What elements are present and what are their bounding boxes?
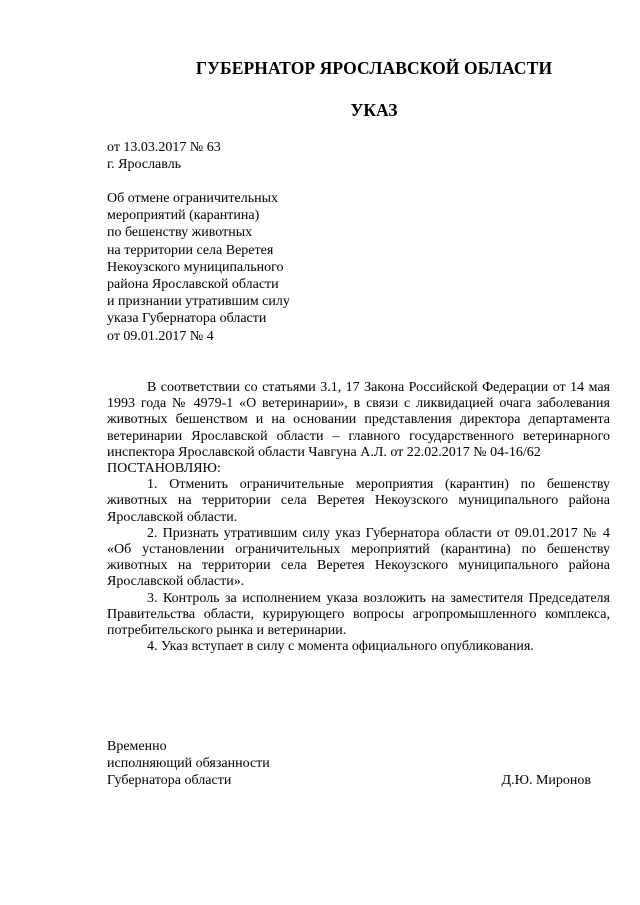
subject-line: указа Губернатора области [107,311,267,327]
clause-2: 2. Признать утратившим силу указ Губернатора области от 09.01.2017 № 4 «Об установлении ограничительных мероприятий (карантина) по бешенству животных на территории села Веретея Некоузского муниципального района Ярославской области». [107,525,610,590]
city: г. Ярославль [107,157,182,172]
subject-line: по бешенству животных [107,225,253,241]
signer-position-line1: Временно [107,739,167,754]
resolve-heading: ПОСТАНОВЛЯЮ: [107,461,221,477]
subject-line: на территории села Веретея [107,242,274,258]
subject-line: района Ярославской области [107,277,279,293]
subject-line: Об отмене ограничительных [107,191,279,206]
clause-4: 4. Указ вступает в силу с момента официального опубликования. [147,639,534,655]
document-subject [107,190,290,345]
issuer-title: ГУБЕРНАТОР ЯРОСЛАВСКОЙ ОБЛАСТИ [195,58,553,78]
clause-3: 3. Контроль за исполнением указа возложить на заместителя Председателя Правительства области, курирующего вопросы агропромышленного комплекса, потребительского рынка и ветеринарии. [107,590,610,639]
signer-position-line2: исполняющий обязанности [107,756,270,771]
signature-block [107,738,591,789]
signer-position-line3: Губернатора области [107,773,232,788]
signer-name: Д.Ю. Миронов [501,773,591,788]
subject-line: Некоузского муниципального [107,259,284,275]
clause-1: 1. Отменить ограничительные мероприятия (карантин) по бешенству животных на территории села Веретея Некоузского муниципального района Ярославской области. [107,477,610,525]
subject-line: и признании утратившим силу [107,294,290,310]
document-type: УКАЗ [350,100,398,120]
subject-line: мероприятий (карантина) [107,208,260,224]
date-number: от 13.03.2017 № 63 [107,140,221,155]
document-body [107,380,610,655]
subject-line: от 09.01.2017 № 4 [107,328,214,344]
preamble-paragraph: В соответствии со статьями 3.1, 17 Закона Российской Федерации от 14 мая 1993 года № 4979-1 «О ветеринарии», в связи с ликвидацией очага заболевания животных бешенством и на основании представления директора департамента ветеринарии Ярославской области – главного государственного ветеринарного инспектора Ярославской области Чавгуна А.Л. от 22.02.2017 № 04-16/62 [107,380,610,460]
document-meta [107,139,221,173]
